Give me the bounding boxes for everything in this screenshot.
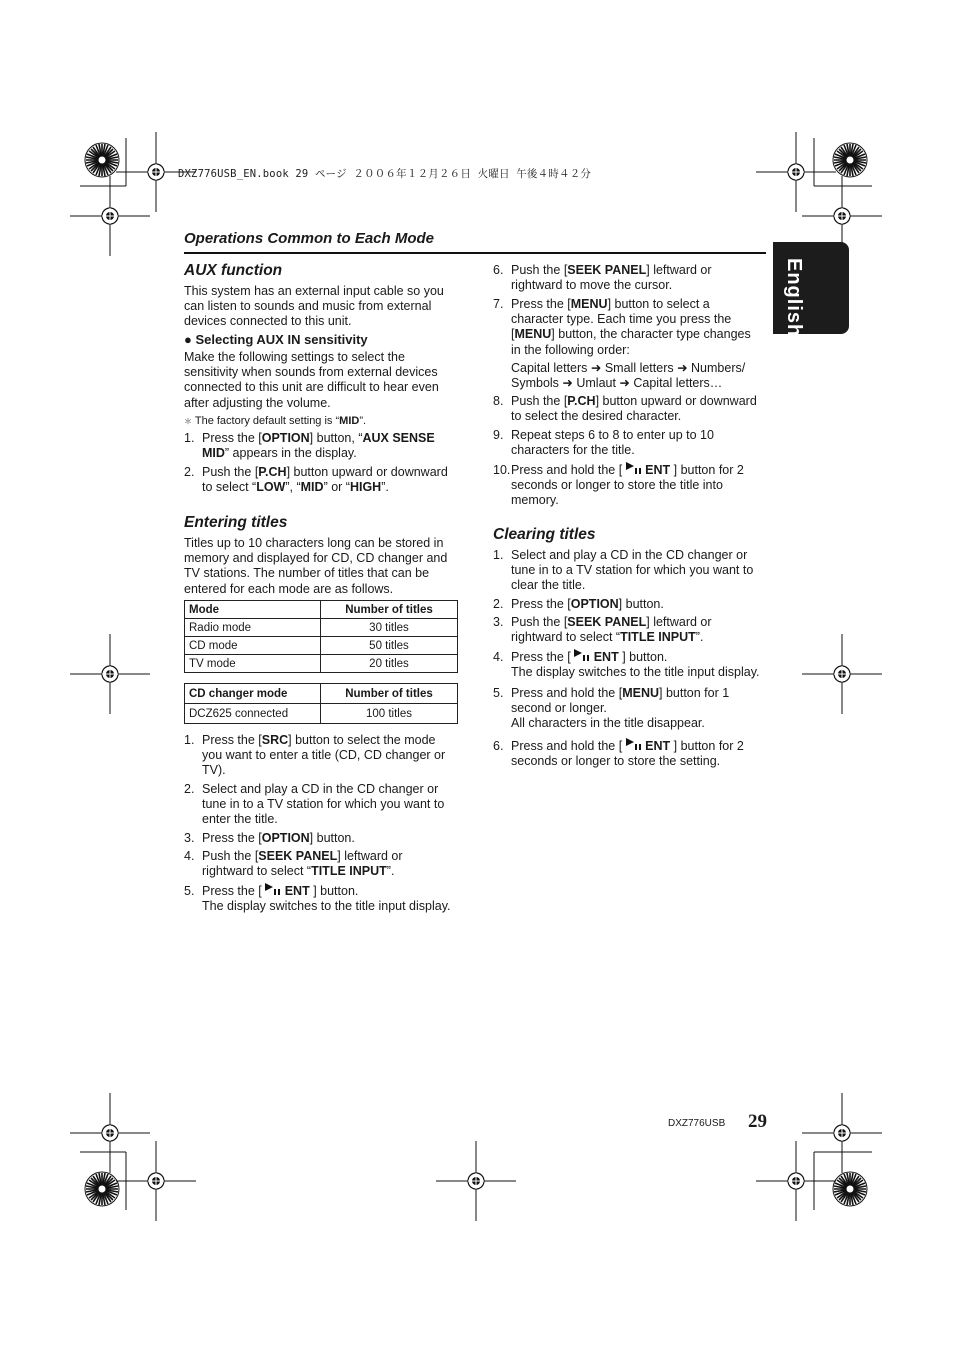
clear-step-2: 2. Press the [OPTION] button. — [493, 597, 664, 611]
table-row — [185, 637, 458, 655]
clearing-titles-title: Clearing titles — [493, 526, 596, 543]
section-rule — [184, 252, 766, 254]
aux-intro: This system has an external input cable so you can listen to sounds and music from external devices connected to this unit. — [184, 284, 444, 329]
title-step-2: 2. Select and play a CD in the CD changer or tune in to a TV station for which you want to enter the title. — [184, 782, 445, 827]
table-header-row — [185, 684, 458, 704]
table-cell: 20 titles — [321, 655, 458, 673]
table-header: CD changer mode — [185, 684, 321, 704]
aux-sub-text: Make the following settings to select the sensitivity when sounds from external devices connected to this unit are difficult to hear even after adjusting the volume. — [184, 350, 439, 410]
clear-step-3: 3. Push the [SEEK PANEL] leftward or rightward to select “TITLE INPUT”. — [493, 615, 712, 645]
clear-step-6: 6. Press and hold the [ ENT ] button for 2 seconds or longer to store the setting. — [493, 739, 744, 769]
table-header: Number of titles — [321, 601, 458, 619]
table-cell: 30 titles — [321, 619, 458, 637]
aux-step-2: 2. Push the [P.CH] button upward or downward to select “LOW”, “MID” or “HIGH”. — [184, 465, 448, 495]
table-cell: TV mode — [185, 655, 321, 673]
aux-step-1: 1. Press the [OPTION] button, “AUX SENSE MID” appears in the display. — [184, 431, 435, 461]
entering-titles-intro: Titles up to 10 characters long can be stored in memory and displayed for CD, CD changer and TV stations. The number of titles that can be entered for each mode are as follows. — [184, 536, 448, 596]
play-pause-icon — [265, 883, 281, 899]
title-step-5: 5. Press the [ ENT ] button. The display switches to the title input display. — [184, 884, 451, 914]
table-row — [185, 704, 458, 724]
play-pause-icon — [626, 738, 642, 754]
aux-subtitle: ● Selecting AUX IN sensitivity — [184, 332, 368, 347]
table-header: Number of titles — [321, 684, 458, 704]
character-order: Capital letters ➜ Small letters ➜ Numbers/ Symbols ➜ Umlaut ➜ Capital letters… — [511, 361, 746, 391]
title-step-4: 4. Push the [SEEK PANEL] leftward or rightward to select “TITLE INPUT”. — [184, 849, 403, 879]
play-pause-icon — [574, 649, 590, 665]
title-step-8: 8. Push the [P.CH] button upward or downward to select the desired character. — [493, 394, 757, 424]
clear-step-1: 1. Select and play a CD in the CD changer or tune in to a TV station for which you want to clear the title. — [493, 548, 754, 593]
title-step-1: 1. Press the [SRC] button to select the mode you want to enter a title (CD, CD changer or TV). — [184, 733, 446, 778]
bullet-icon: ● — [184, 332, 192, 347]
title-step-9: 9. Repeat steps 6 to 8 to enter up to 10 characters for the title. — [493, 428, 714, 458]
table-header: Mode — [185, 601, 321, 619]
titles-table-changer — [184, 683, 458, 724]
page-number: 29 — [748, 1111, 767, 1132]
table-row — [185, 655, 458, 673]
language-tab-label: English — [783, 258, 805, 338]
table-cell: Radio mode — [185, 619, 321, 637]
title-step-7: 7. Press the [MENU] button to select a character type. Each time you press the [MENU] button, the character type changes in the following order: — [493, 297, 751, 357]
aux-title: AUX function — [184, 262, 283, 279]
table-cell: DCZ625 connected — [185, 704, 321, 724]
section-title: Operations Common to Each Mode — [184, 230, 435, 247]
table-header-row — [185, 601, 458, 619]
table-row — [185, 619, 458, 637]
table-cell: CD mode — [185, 637, 321, 655]
file-header: DXZ776USB_EN.book 29 ページ ２００６年１２月２６日 火曜日 午後４時４２分 — [178, 168, 592, 180]
entering-titles-title: Entering titles — [184, 514, 288, 531]
model-number: DXZ776USB — [668, 1118, 726, 1129]
title-step-10: 10.Press and hold the [ ENT ] button for 2 seconds or longer to store the title into memory. — [493, 463, 744, 508]
clear-step-5: 5. Press and hold the [MENU] button for 1 second or longer. All characters in the title disappear. — [493, 686, 730, 731]
titles-table-modes — [184, 600, 458, 673]
clear-step-4: 4. Press the [ ENT ] button. The display switches to the title input display. — [493, 650, 760, 680]
table-cell: 100 titles — [321, 704, 458, 724]
title-step-6: 6. Push the [SEEK PANEL] leftward or rightward to move the cursor. — [493, 263, 712, 293]
aux-note: ＊ The factory default setting is “MID”. — [184, 415, 367, 427]
play-pause-icon — [626, 462, 642, 478]
table-cell: 50 titles — [321, 637, 458, 655]
title-step-3: 3. Press the [OPTION] button. — [184, 831, 355, 845]
